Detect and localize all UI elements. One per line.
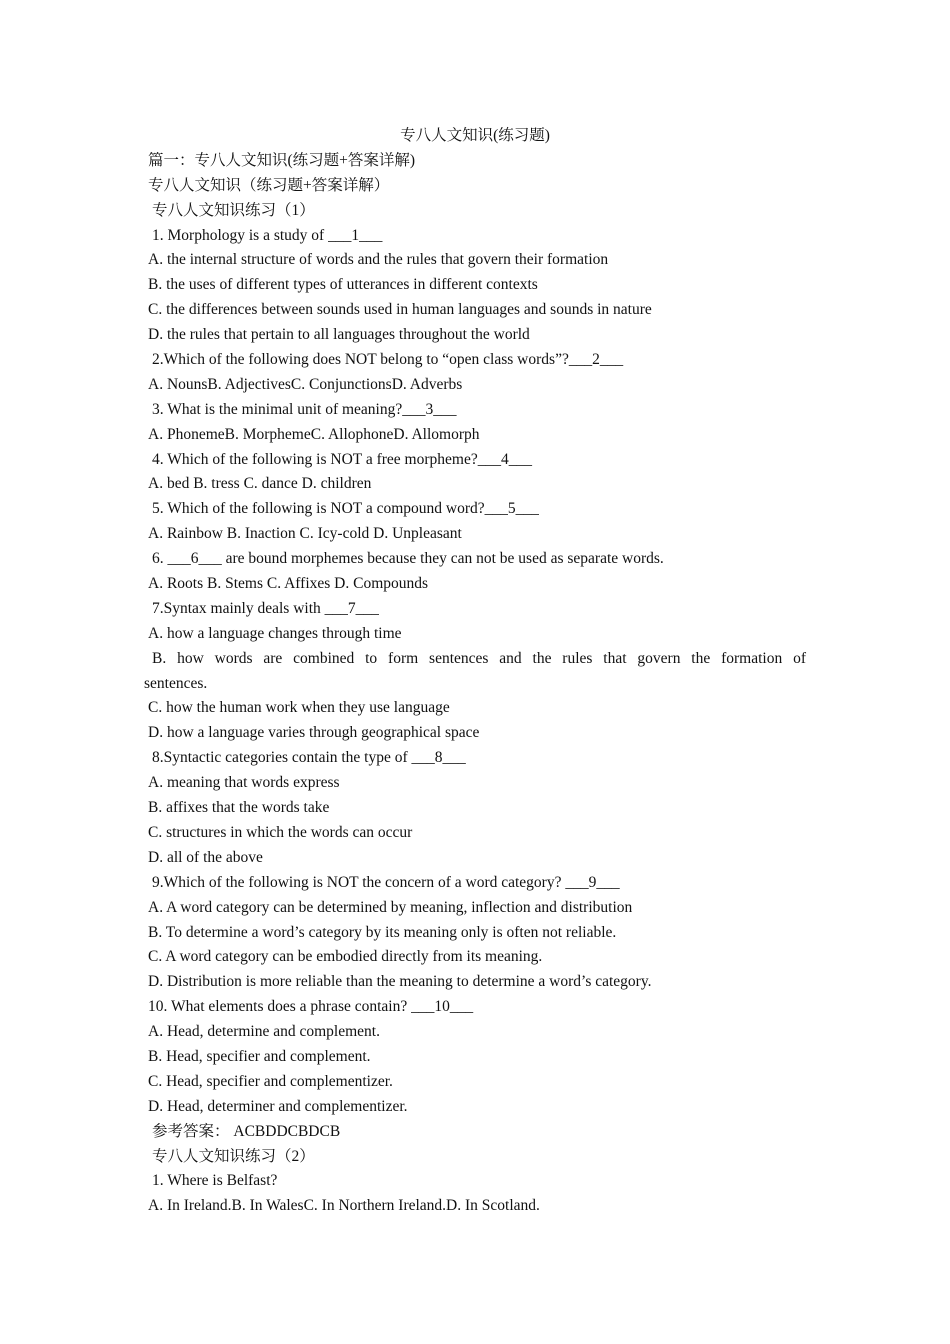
document-title: 专八人文知识(练习题) <box>400 127 550 144</box>
section-title-2: 专八人文知识练习（2） <box>152 1147 315 1165</box>
option-9c: C. A word category can be embodied directly from its meaning. <box>148 948 543 966</box>
question-6: 6. ___6___ are bound morphemes because they can not be used as separate words. <box>152 550 664 568</box>
option-8c: C. structures in which the words can occur <box>148 823 413 841</box>
option-1b: B. the uses of different types of utterances in different contexts <box>148 276 538 294</box>
option-7b: B. how words are combined to form sentences and the rules that govern the formation of <box>152 649 806 667</box>
question-3: 3. What is the minimal unit of meaning?___3___ <box>152 400 457 418</box>
option-1d: D. the rules that pertain to all languages throughout the world <box>148 326 530 344</box>
section2-question-1: 1. Where is Belfast? <box>152 1172 278 1190</box>
options-5: A. Rainbow B. Inaction C. Icy-cold D. Unpleasant <box>148 525 462 543</box>
heading-part-one: 篇一：专八人文知识(练习题+答案详解) <box>148 151 416 169</box>
question-9: 9.Which of the following is NOT the concern of a word category? ___9___ <box>152 873 620 891</box>
option-8b: B. affixes that the words take <box>148 799 330 817</box>
option-10a: A. Head, determine and complement. <box>148 1023 380 1041</box>
option-9a: A. A word category can be determined by meaning, inflection and distribution <box>148 898 633 916</box>
options-6: A. Roots B. Stems C. Affixes D. Compounds <box>148 575 429 593</box>
options-2: A. NounsB. AdjectivesC. ConjunctionsD. Adverbs <box>148 375 463 393</box>
option-1a: A. the internal structure of words and the rules that govern their formation <box>148 251 609 269</box>
document-page <box>144 124 806 1219</box>
option-7b-continuation: sentences. <box>144 674 208 692</box>
option-7c: C. how the human work when they use language <box>148 699 450 717</box>
answer-key: 参考答案： ACBDDCBDCB <box>152 1122 341 1140</box>
option-7d: D. how a language varies through geographical space <box>148 724 480 742</box>
question-4: 4. Which of the following is NOT a free morpheme?___4___ <box>152 450 532 468</box>
question-10: 10. What elements does a phrase contain? ___10___ <box>148 998 474 1016</box>
option-9d: D. Distribution is more reliable than the meaning to determine a word’s category. <box>148 973 652 991</box>
question-7: 7.Syntax mainly deals with ___7___ <box>152 599 379 617</box>
question-5: 5. Which of the following is NOT a compound word?___5___ <box>152 500 539 518</box>
option-9b: B. To determine a word’s category by its meaning only is often not reliable. <box>148 923 617 941</box>
option-10b: B. Head, specifier and complement. <box>148 1047 371 1065</box>
option-8d: D. all of the above <box>148 848 263 866</box>
option-10d: D. Head, determiner and complementizer. <box>148 1097 408 1115</box>
options-3: A. PhonemeB. MorphemeC. AllophoneD. Allomorph <box>148 425 480 443</box>
option-10c: C. Head, specifier and complementizer. <box>148 1072 393 1090</box>
heading-subtitle: 专八人文知识（练习题+答案详解） <box>148 176 390 194</box>
options-4: A. bed B. tress C. dance D. children <box>148 475 372 493</box>
option-8a: A. meaning that words express <box>148 774 340 792</box>
question-2: 2.Which of the following does NOT belong to “open class words”?___2___ <box>152 351 624 369</box>
question-8: 8.Syntactic categories contain the type of ___8___ <box>152 749 466 767</box>
section-title-1: 专八人文知识练习（1） <box>152 201 315 219</box>
question-1: 1. Morphology is a study of ___1___ <box>152 226 383 244</box>
option-1c: C. the differences between sounds used in human languages and sounds in nature <box>148 301 652 319</box>
section2-options-1: A. In Ireland.B. In WalesC. In Northern Ireland.D. In Scotland. <box>148 1197 540 1215</box>
option-7a: A. how a language changes through time <box>148 624 402 642</box>
